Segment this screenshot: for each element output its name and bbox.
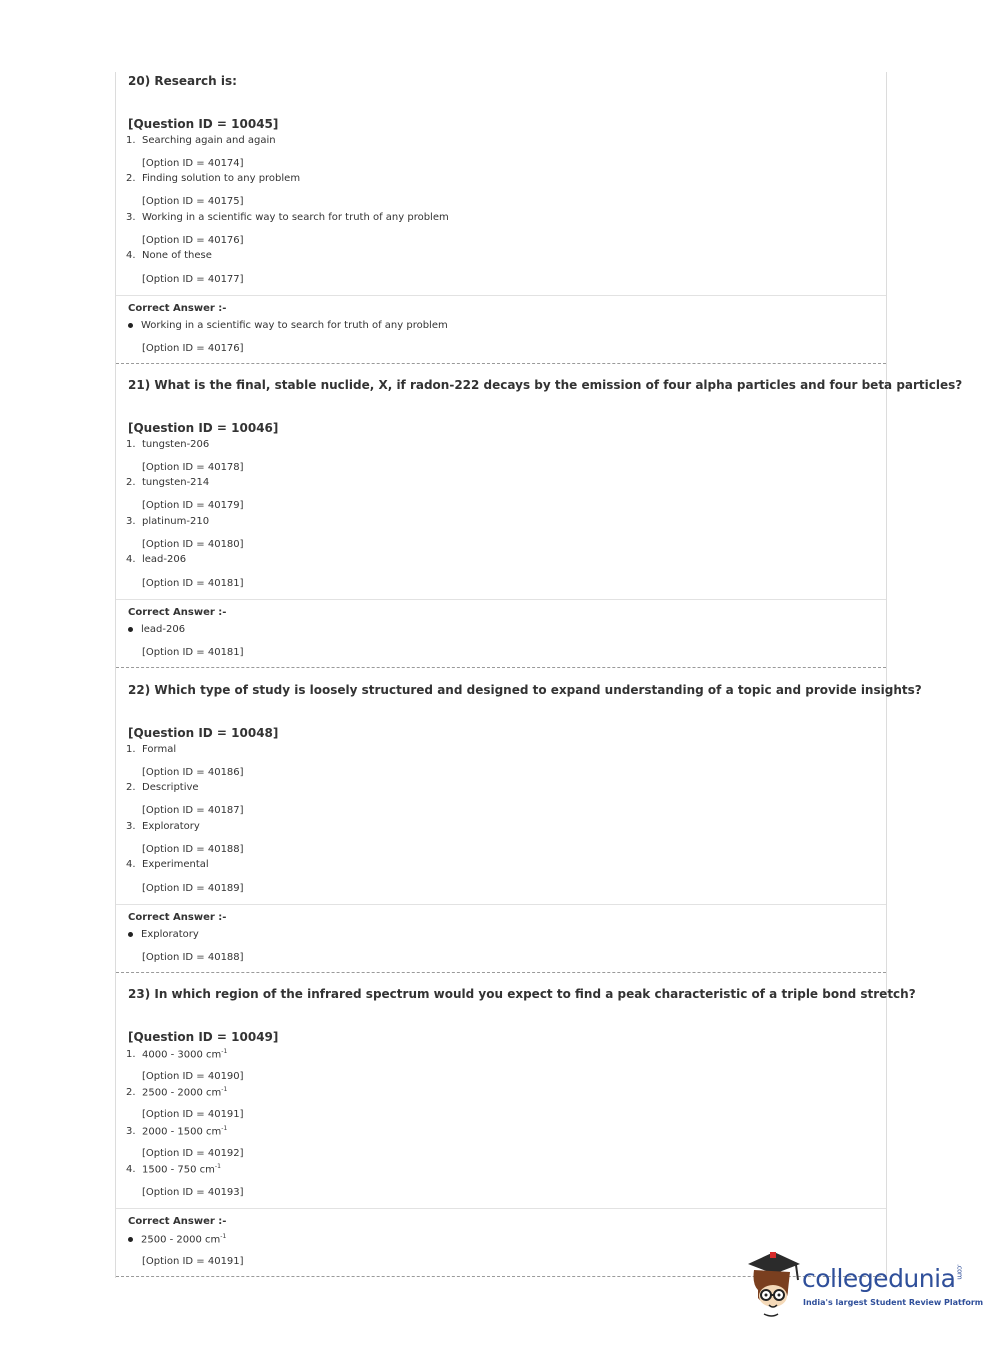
correct-option-id: [Option ID = 40176]: [142, 343, 244, 354]
option-text: Searching again and again: [142, 135, 276, 146]
question-separator: [116, 363, 886, 364]
mascot-icon: [744, 1250, 804, 1320]
option-item: [126, 477, 209, 488]
option-number: 4.: [126, 859, 136, 870]
option-item: [126, 212, 449, 223]
option-id: [Option ID = 40192]: [142, 1148, 244, 1159]
option-text: tungsten-206: [142, 439, 210, 450]
option-item: [126, 1086, 227, 1098]
option-number: 1.: [126, 439, 136, 450]
superscript: -1: [221, 1125, 228, 1132]
option-item: [126, 744, 176, 755]
option-number: 3.: [126, 212, 136, 223]
question-separator: [116, 972, 886, 973]
question-id: [Question ID = 10046]: [128, 421, 279, 435]
option-number: 2.: [126, 173, 136, 184]
option-item: [126, 135, 276, 146]
option-text: Working in a scientific way to search for truth of any problem: [142, 212, 449, 223]
option-item: [126, 859, 209, 870]
correct-option-id: [Option ID = 40188]: [142, 952, 244, 963]
option-item: [126, 516, 209, 527]
correct-answer-label: Correct Answer :-: [128, 607, 227, 618]
question-separator: [116, 667, 886, 668]
superscript: -1: [220, 1233, 227, 1240]
question-id: [Question ID = 10048]: [128, 726, 279, 740]
correct-answer-text: lead-206: [141, 624, 186, 635]
option-item: [126, 250, 212, 261]
option-number: 3.: [126, 821, 136, 832]
option-text: Exploratory: [142, 821, 200, 832]
correct-answer: [128, 1233, 226, 1245]
option-id: [Option ID = 40191]: [142, 1109, 244, 1120]
option-item: [126, 173, 300, 184]
question-title: 20) Research is:: [128, 74, 237, 88]
superscript: -1: [221, 1048, 228, 1055]
collegedunia-logo: [744, 1250, 984, 1320]
option-id: [Option ID = 40177]: [142, 274, 244, 285]
divider: [116, 1208, 886, 1209]
option-text: 2500 - 2000 cm: [142, 1087, 222, 1099]
option-item: [126, 782, 199, 793]
option-number: 4.: [126, 1164, 136, 1176]
option-id: [Option ID = 40186]: [142, 767, 244, 778]
option-id: [Option ID = 40176]: [142, 235, 244, 246]
option-number: 1.: [126, 744, 136, 755]
option-number: 1.: [126, 1049, 136, 1061]
option-id: [Option ID = 40193]: [142, 1187, 244, 1198]
logo-suffix: .com: [955, 1264, 964, 1280]
question-id: [Question ID = 10049]: [128, 1030, 279, 1044]
option-id: [Option ID = 40179]: [142, 500, 244, 511]
option-number: 3.: [126, 1126, 136, 1138]
logo-tagline: India's largest Student Review Platform: [803, 1298, 984, 1307]
correct-answer: [128, 320, 448, 331]
option-item: [126, 554, 186, 565]
option-item: [126, 821, 200, 832]
correct-option-id: [Option ID = 40191]: [142, 1256, 244, 1267]
option-id: [Option ID = 40189]: [142, 883, 244, 894]
correct-answer-label: Correct Answer :-: [128, 303, 227, 314]
option-item: [126, 1048, 227, 1060]
option-text: platinum-210: [142, 516, 210, 527]
divider: [116, 295, 886, 296]
option-id: [Option ID = 40178]: [142, 462, 244, 473]
option-text: 2000 - 1500 cm: [142, 1126, 222, 1138]
bullet-icon: [128, 1237, 133, 1242]
option-id: [Option ID = 40187]: [142, 805, 244, 816]
option-number: 2.: [126, 782, 136, 793]
option-text: Finding solution to any problem: [142, 173, 301, 184]
superscript: -1: [221, 1086, 228, 1093]
logo-wordmark: [802, 1264, 963, 1293]
option-id: [Option ID = 40188]: [142, 844, 244, 855]
logo-name: collegedunia: [802, 1264, 956, 1293]
option-text: 1500 - 750 cm: [142, 1164, 215, 1176]
question-title: 22) Which type of study is loosely structured and designed to expand understanding of a topic and provide insights?: [128, 683, 922, 697]
option-item: [126, 1125, 227, 1137]
correct-option-id: [Option ID = 40181]: [142, 647, 244, 658]
option-text: tungsten-214: [142, 477, 210, 488]
option-id: [Option ID = 40175]: [142, 196, 244, 207]
option-id: [Option ID = 40181]: [142, 578, 244, 589]
option-number: 4.: [126, 250, 136, 261]
option-text: None of these: [142, 250, 212, 261]
correct-answer: [128, 929, 199, 940]
option-id: [Option ID = 40180]: [142, 539, 244, 550]
option-text: Experimental: [142, 859, 209, 870]
option-text: Descriptive: [142, 782, 199, 793]
option-text: lead-206: [142, 554, 187, 565]
option-item: [126, 439, 209, 450]
option-number: 2.: [126, 1087, 136, 1099]
correct-answer-text: Exploratory: [141, 929, 199, 940]
superscript: -1: [214, 1163, 221, 1170]
option-number: 2.: [126, 477, 136, 488]
option-item: [126, 1163, 221, 1175]
question-title: 23) In which region of the infrared spectrum would you expect to find a peak characteristic of a triple bond stretch?: [128, 987, 916, 1001]
option-number: 3.: [126, 516, 136, 527]
question-title: 21) What is the final, stable nuclide, X, if radon-222 decays by the emission of four alpha particles and four beta particles?: [128, 378, 963, 392]
option-id: [Option ID = 40174]: [142, 158, 244, 169]
divider: [116, 904, 886, 905]
option-text: 4000 - 3000 cm: [142, 1049, 222, 1061]
correct-answer-label: Correct Answer :-: [128, 912, 227, 923]
correct-answer: [128, 624, 185, 635]
option-text: Formal: [142, 744, 177, 755]
bullet-icon: [128, 932, 133, 937]
correct-answer-text: 2500 - 2000 cm: [141, 1234, 221, 1246]
question-id: [Question ID = 10045]: [128, 117, 279, 131]
option-id: [Option ID = 40190]: [142, 1071, 244, 1082]
divider: [116, 599, 886, 600]
correct-answer-label: Correct Answer :-: [128, 1216, 227, 1227]
bullet-icon: [128, 323, 133, 328]
option-number: 1.: [126, 135, 136, 146]
option-number: 4.: [126, 554, 136, 565]
bullet-icon: [128, 627, 133, 632]
correct-answer-text: Working in a scientific way to search for truth of any problem: [141, 320, 448, 331]
